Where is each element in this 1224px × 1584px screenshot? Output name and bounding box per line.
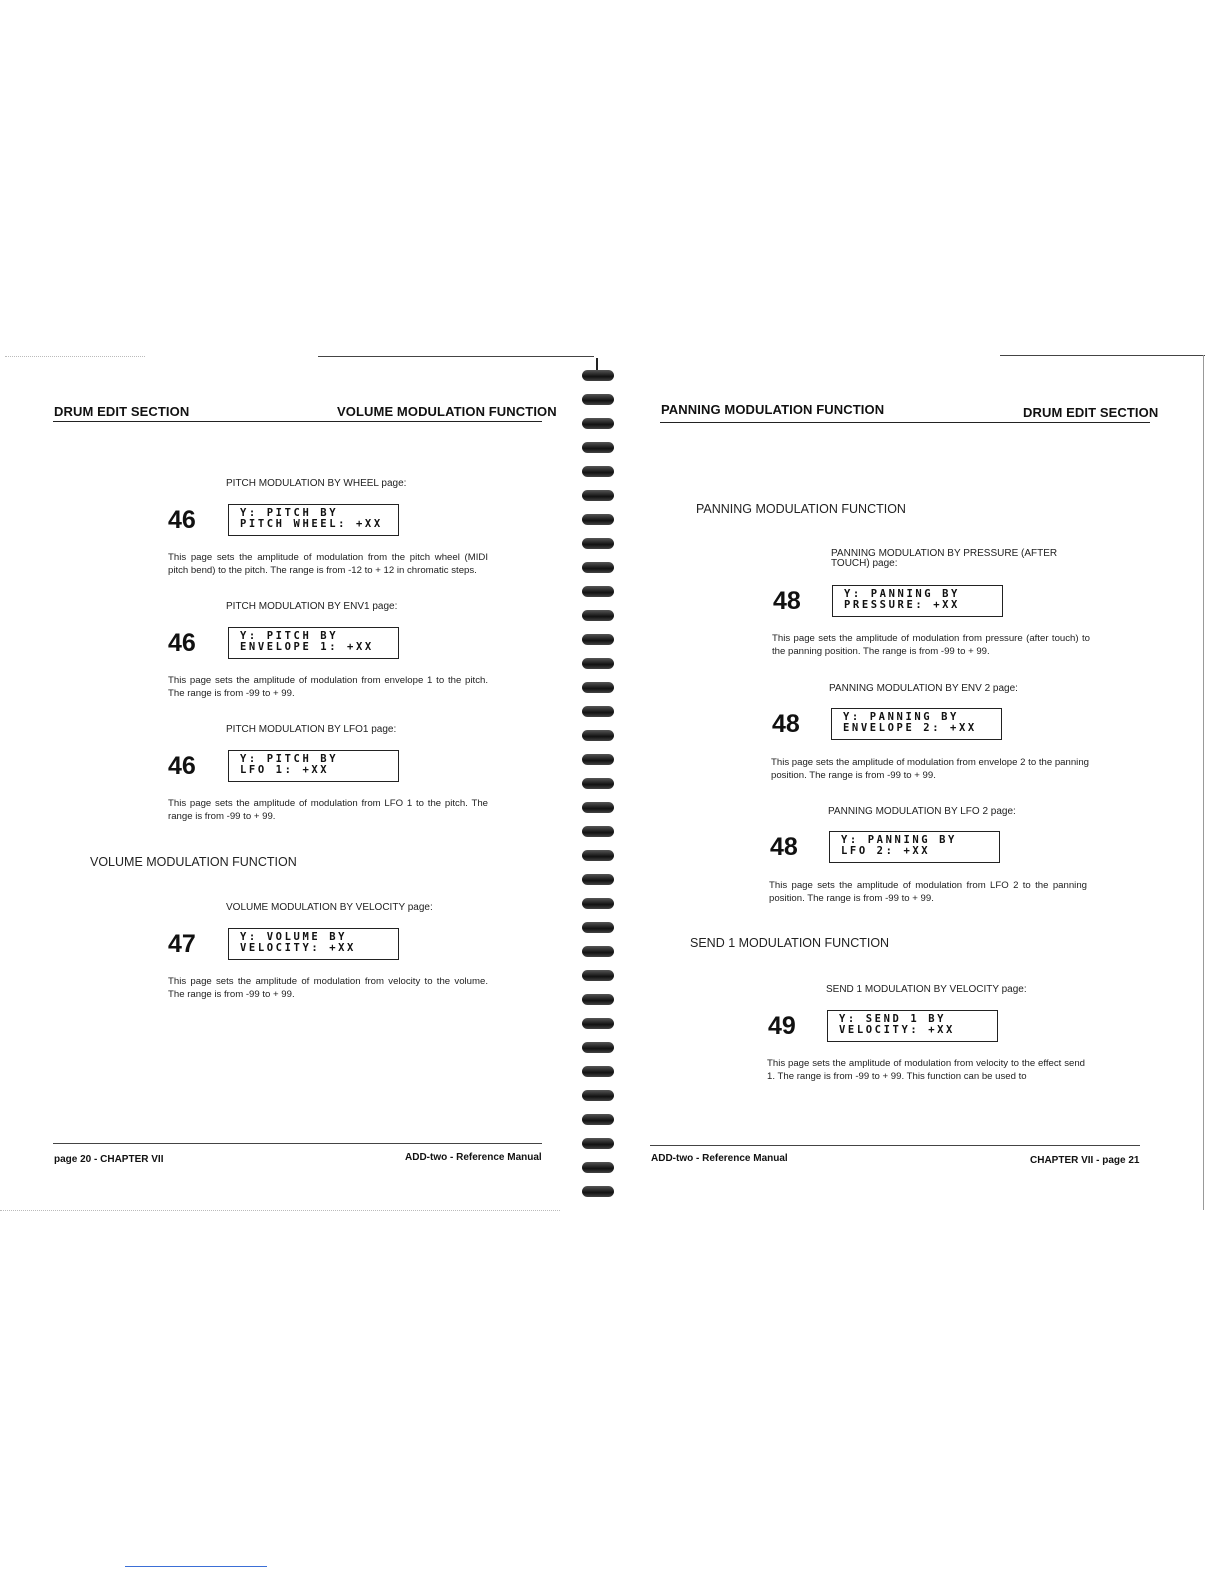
spiral-ring (582, 682, 614, 693)
caption-line-2: TOUCH) page: (831, 558, 898, 569)
spiral-ring (582, 1066, 614, 1077)
section-title-volume: VOLUME MODULATION FUNCTION (90, 855, 297, 869)
page-number: 49 (768, 1012, 796, 1040)
lcd-display-send1-velocity (827, 1010, 998, 1042)
lcd-line-2: LFO 2: +XX (841, 845, 931, 857)
spiral-ring (582, 370, 614, 381)
page-number: 46 (168, 506, 196, 534)
left-footer-page: page 20 - CHAPTER VII (54, 1154, 164, 1165)
description-pitch-lfo1: This page sets the amplitude of modulation from LFO 1 to the pitch. The range is from -99 to + 99. (168, 798, 488, 822)
spiral-ring (582, 1186, 614, 1197)
spiral-ring (582, 514, 614, 525)
lcd-line-1: Y: PITCH BY (240, 630, 339, 642)
page-number: 46 (168, 629, 196, 657)
page-number: 48 (773, 587, 801, 615)
right-header-topic: PANNING MODULATION FUNCTION (661, 402, 885, 417)
spiral-ring (582, 706, 614, 717)
lcd-display-panning-lfo2 (829, 831, 1000, 863)
lcd-line-1: Y: VOLUME BY (240, 931, 348, 943)
description-pitch-env1: This page sets the amplitude of modulation from envelope 1 to the pitch. The range is from -99 to + 99. (168, 675, 488, 699)
caption-panning-pressure (831, 549, 1057, 569)
spiral-ring (582, 418, 614, 429)
lcd-line-1: Y: PITCH BY (240, 507, 339, 519)
lcd-line-1: Y: PITCH BY (240, 753, 339, 765)
spiral-ring (582, 850, 614, 861)
spiral-ring (582, 778, 614, 789)
spiral-ring (582, 634, 614, 645)
lcd-display-volume-velocity (228, 928, 399, 960)
lcd-line-1: Y: PANNING BY (844, 588, 960, 600)
spiral-ring (582, 970, 614, 981)
spiral-ring (582, 562, 614, 573)
lcd-line-2: PITCH WHEEL: +XX (240, 518, 383, 530)
right-header-rule (660, 422, 1150, 423)
section-title-send1: SEND 1 MODULATION FUNCTION (690, 936, 890, 950)
caption-panning-lfo2: PANNING MODULATION BY LFO 2 page: (828, 806, 1016, 817)
page-number: 48 (772, 710, 800, 738)
spiral-ring (582, 730, 614, 741)
description-panning-pressure: This page sets the amplitude of modulation from pressure (after touch) to the panning position. The range is from -99 to + 99. (772, 633, 1090, 657)
page-number: 47 (168, 930, 196, 958)
page-right-edge (1203, 355, 1204, 1210)
section-title-panning: PANNING MODULATION FUNCTION (696, 502, 906, 516)
spiral-ring (582, 442, 614, 453)
caption-pitch-wheel: PITCH MODULATION BY WHEEL page: (226, 478, 407, 489)
left-footer-rule (53, 1143, 542, 1144)
lcd-line-2: VELOCITY: +XX (240, 942, 356, 954)
spiral-ring (582, 490, 614, 501)
caption-line-1: PANNING MODULATION BY PRESSURE (AFTER (831, 548, 1058, 559)
spiral-ring (582, 946, 614, 957)
spiral-ring (582, 1042, 614, 1053)
spiral-ring (582, 1018, 614, 1029)
description-panning-env2: This page sets the amplitude of modulation from envelope 2 to the panning position. The range is from -99 to + 99. (771, 757, 1089, 781)
description-volume-velocity: This page sets the amplitude of modulation from velocity to the volume. The range is from -99 to + 99. (168, 976, 488, 1000)
spiral-ring (582, 538, 614, 549)
lcd-line-2: PRESSURE: +XX (844, 599, 960, 611)
lcd-display-pitch-wheel (228, 504, 399, 536)
caption-pitch-lfo1: PITCH MODULATION BY LFO1 page: (226, 724, 397, 735)
spiral-ring (582, 826, 614, 837)
spiral-ring (582, 1114, 614, 1125)
lcd-display-pitch-lfo1 (228, 750, 399, 782)
spiral-ring (582, 586, 614, 597)
spiral-ring (582, 658, 614, 669)
spiral-ring (582, 1138, 614, 1149)
right-footer-title: ADD-two - Reference Manual (651, 1153, 788, 1164)
caption-send1-velocity: SEND 1 MODULATION BY VELOCITY page: (826, 984, 1027, 995)
lcd-display-pitch-env1 (228, 627, 399, 659)
left-header-section: DRUM EDIT SECTION (54, 404, 190, 419)
left-footer-title: ADD-two - Reference Manual (405, 1152, 542, 1163)
page-number: 46 (168, 752, 196, 780)
right-footer-page: CHAPTER VII - page 21 (1030, 1155, 1140, 1166)
caption-pitch-env1: PITCH MODULATION BY ENV1 page: (226, 601, 398, 612)
page-edge-mark (5, 356, 145, 357)
spiral-ring (582, 466, 614, 477)
description-send1-velocity: This page sets the amplitude of modulation from velocity to the effect send 1. The range is from -99 to + 99. This function can be used to (767, 1058, 1085, 1082)
lcd-line-1: Y: SEND 1 BY (839, 1013, 947, 1025)
spiral-ring (582, 394, 614, 405)
lcd-line-1: Y: PANNING BY (843, 711, 959, 723)
lcd-line-2: ENVELOPE 2: +XX (843, 722, 977, 734)
lcd-display-panning-pressure (832, 585, 1003, 617)
description-pitch-wheel: This page sets the amplitude of modulation from the pitch wheel (MIDI pitch bend) to the pitch. The range is from -12 to + 12 in chromatic steps. (168, 552, 488, 576)
page-top-edge (1000, 355, 1205, 356)
caption-volume-velocity: VOLUME MODULATION BY VELOCITY page: (226, 902, 433, 913)
lcd-line-2: VELOCITY: +XX (839, 1024, 955, 1036)
lcd-line-2: LFO 1: +XX (240, 764, 330, 776)
lcd-display-panning-env2 (831, 708, 1002, 740)
bottom-link-line (125, 1566, 267, 1567)
left-header-topic: VOLUME MODULATION FUNCTION (337, 404, 557, 419)
right-footer-rule (650, 1145, 1140, 1146)
lcd-line-2: ENVELOPE 1: +XX (240, 641, 374, 653)
page-bottom-edge (0, 1210, 560, 1211)
left-header-rule (53, 421, 542, 422)
page-top-edge (318, 356, 594, 357)
spiral-ring (582, 1162, 614, 1173)
spiral-ring (582, 754, 614, 765)
spiral-ring (582, 1090, 614, 1101)
spiral-ring (582, 898, 614, 909)
caption-panning-env2: PANNING MODULATION BY ENV 2 page: (829, 683, 1018, 694)
page-number: 48 (770, 833, 798, 861)
spiral-ring (582, 994, 614, 1005)
lcd-line-1: Y: PANNING BY (841, 834, 957, 846)
description-panning-lfo2: This page sets the amplitude of modulation from LFO 2 to the panning position. The range is from -99 to + 99. (769, 880, 1087, 904)
spiral-ring (582, 874, 614, 885)
spiral-binding (576, 358, 620, 1208)
spiral-ring (582, 802, 614, 813)
spiral-ring (582, 922, 614, 933)
spiral-ring (582, 610, 614, 621)
right-header-section: DRUM EDIT SECTION (1023, 405, 1159, 420)
